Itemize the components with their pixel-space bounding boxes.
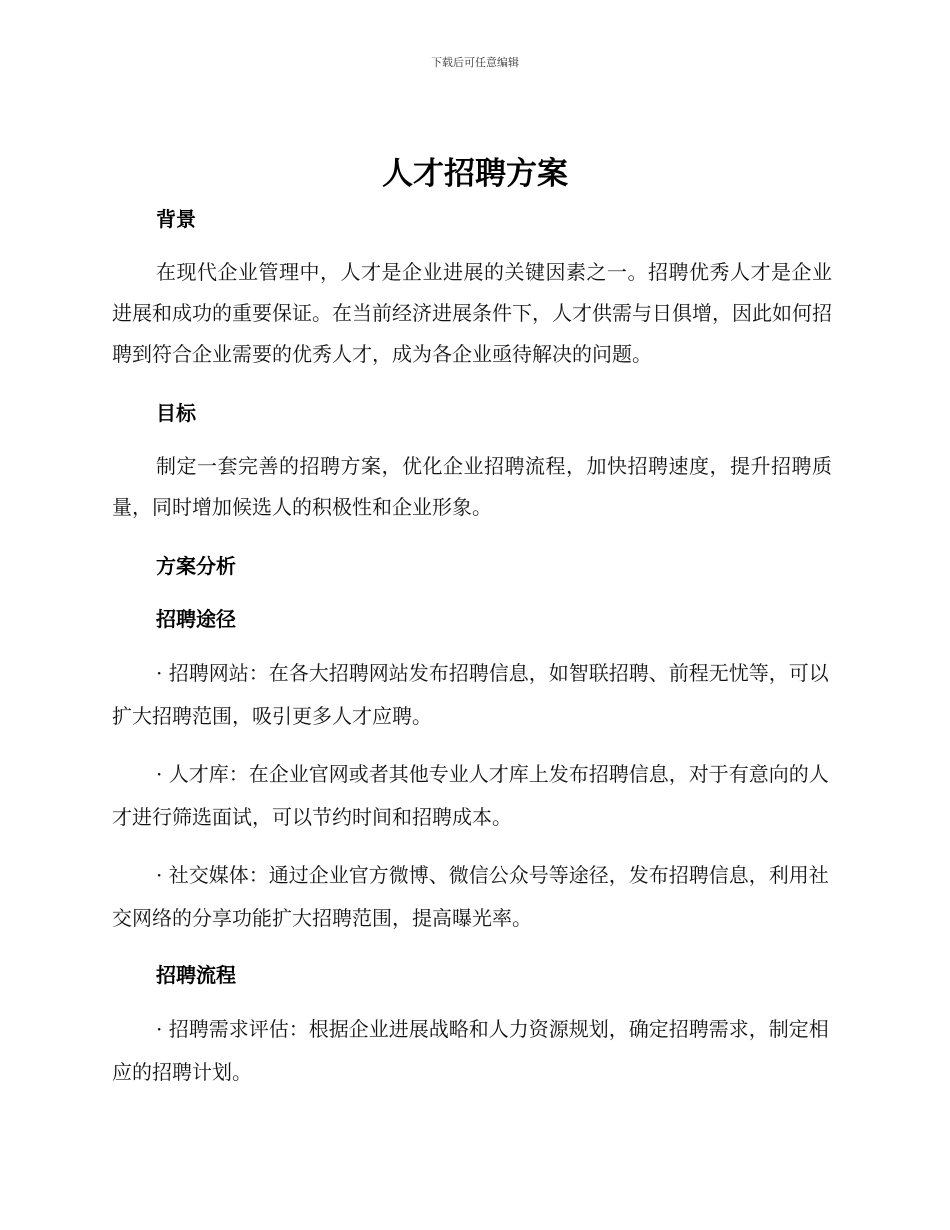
section-heading-background: 背景	[156, 207, 196, 231]
list-item-process-needs-assessment: · 招聘需求评估：根据企业进展战略和人力资源规划，确定招聘需求，制定相应的招聘计划。	[112, 1017, 829, 1084]
section-heading-process: 招聘流程	[156, 963, 236, 987]
section-heading-analysis: 方案分析	[156, 554, 236, 578]
document-title: 人才招聘方案	[382, 156, 568, 192]
list-item-channel-social-media: · 社交媒体：通过企业官方微博、微信公众号等途径，发布招聘信息，利用社交网络的分享功能扩大招聘范围，提高曝光率。	[112, 863, 829, 930]
section-heading-goal: 目标	[156, 401, 196, 425]
header-note: 下载后可任意编辑	[431, 56, 519, 69]
section-heading-channels: 招聘途径	[156, 607, 236, 631]
background-paragraph: 在现代企业管理中，人才是企业进展的关键因素之一。招聘优秀人才是企业进展和成功的重要保证。在当前经济进展条件下，人才供需与日俱增，因此如何招聘到符合企业需要的优秀人才，成为各企业亟待解决的问题。	[112, 260, 832, 366]
list-item-channel-talent-pool: · 人才库：在企业官网或者其他专业人才库上发布招聘信息，对于有意向的人才进行筛选面试，可以节约时间和招聘成本。	[112, 762, 829, 829]
list-item-channel-websites: · 招聘网站：在各大招聘网站发布招聘信息，如智联招聘、前程无忧等，可以扩大招聘范围，吸引更多人才应聘。	[112, 661, 829, 728]
document-body	[112, 201, 832, 1094]
goal-paragraph: 制定一套完善的招聘方案，优化企业招聘流程，加快招聘速度，提升招聘质量，同时增加候选人的积极性和企业形象。	[112, 454, 832, 519]
